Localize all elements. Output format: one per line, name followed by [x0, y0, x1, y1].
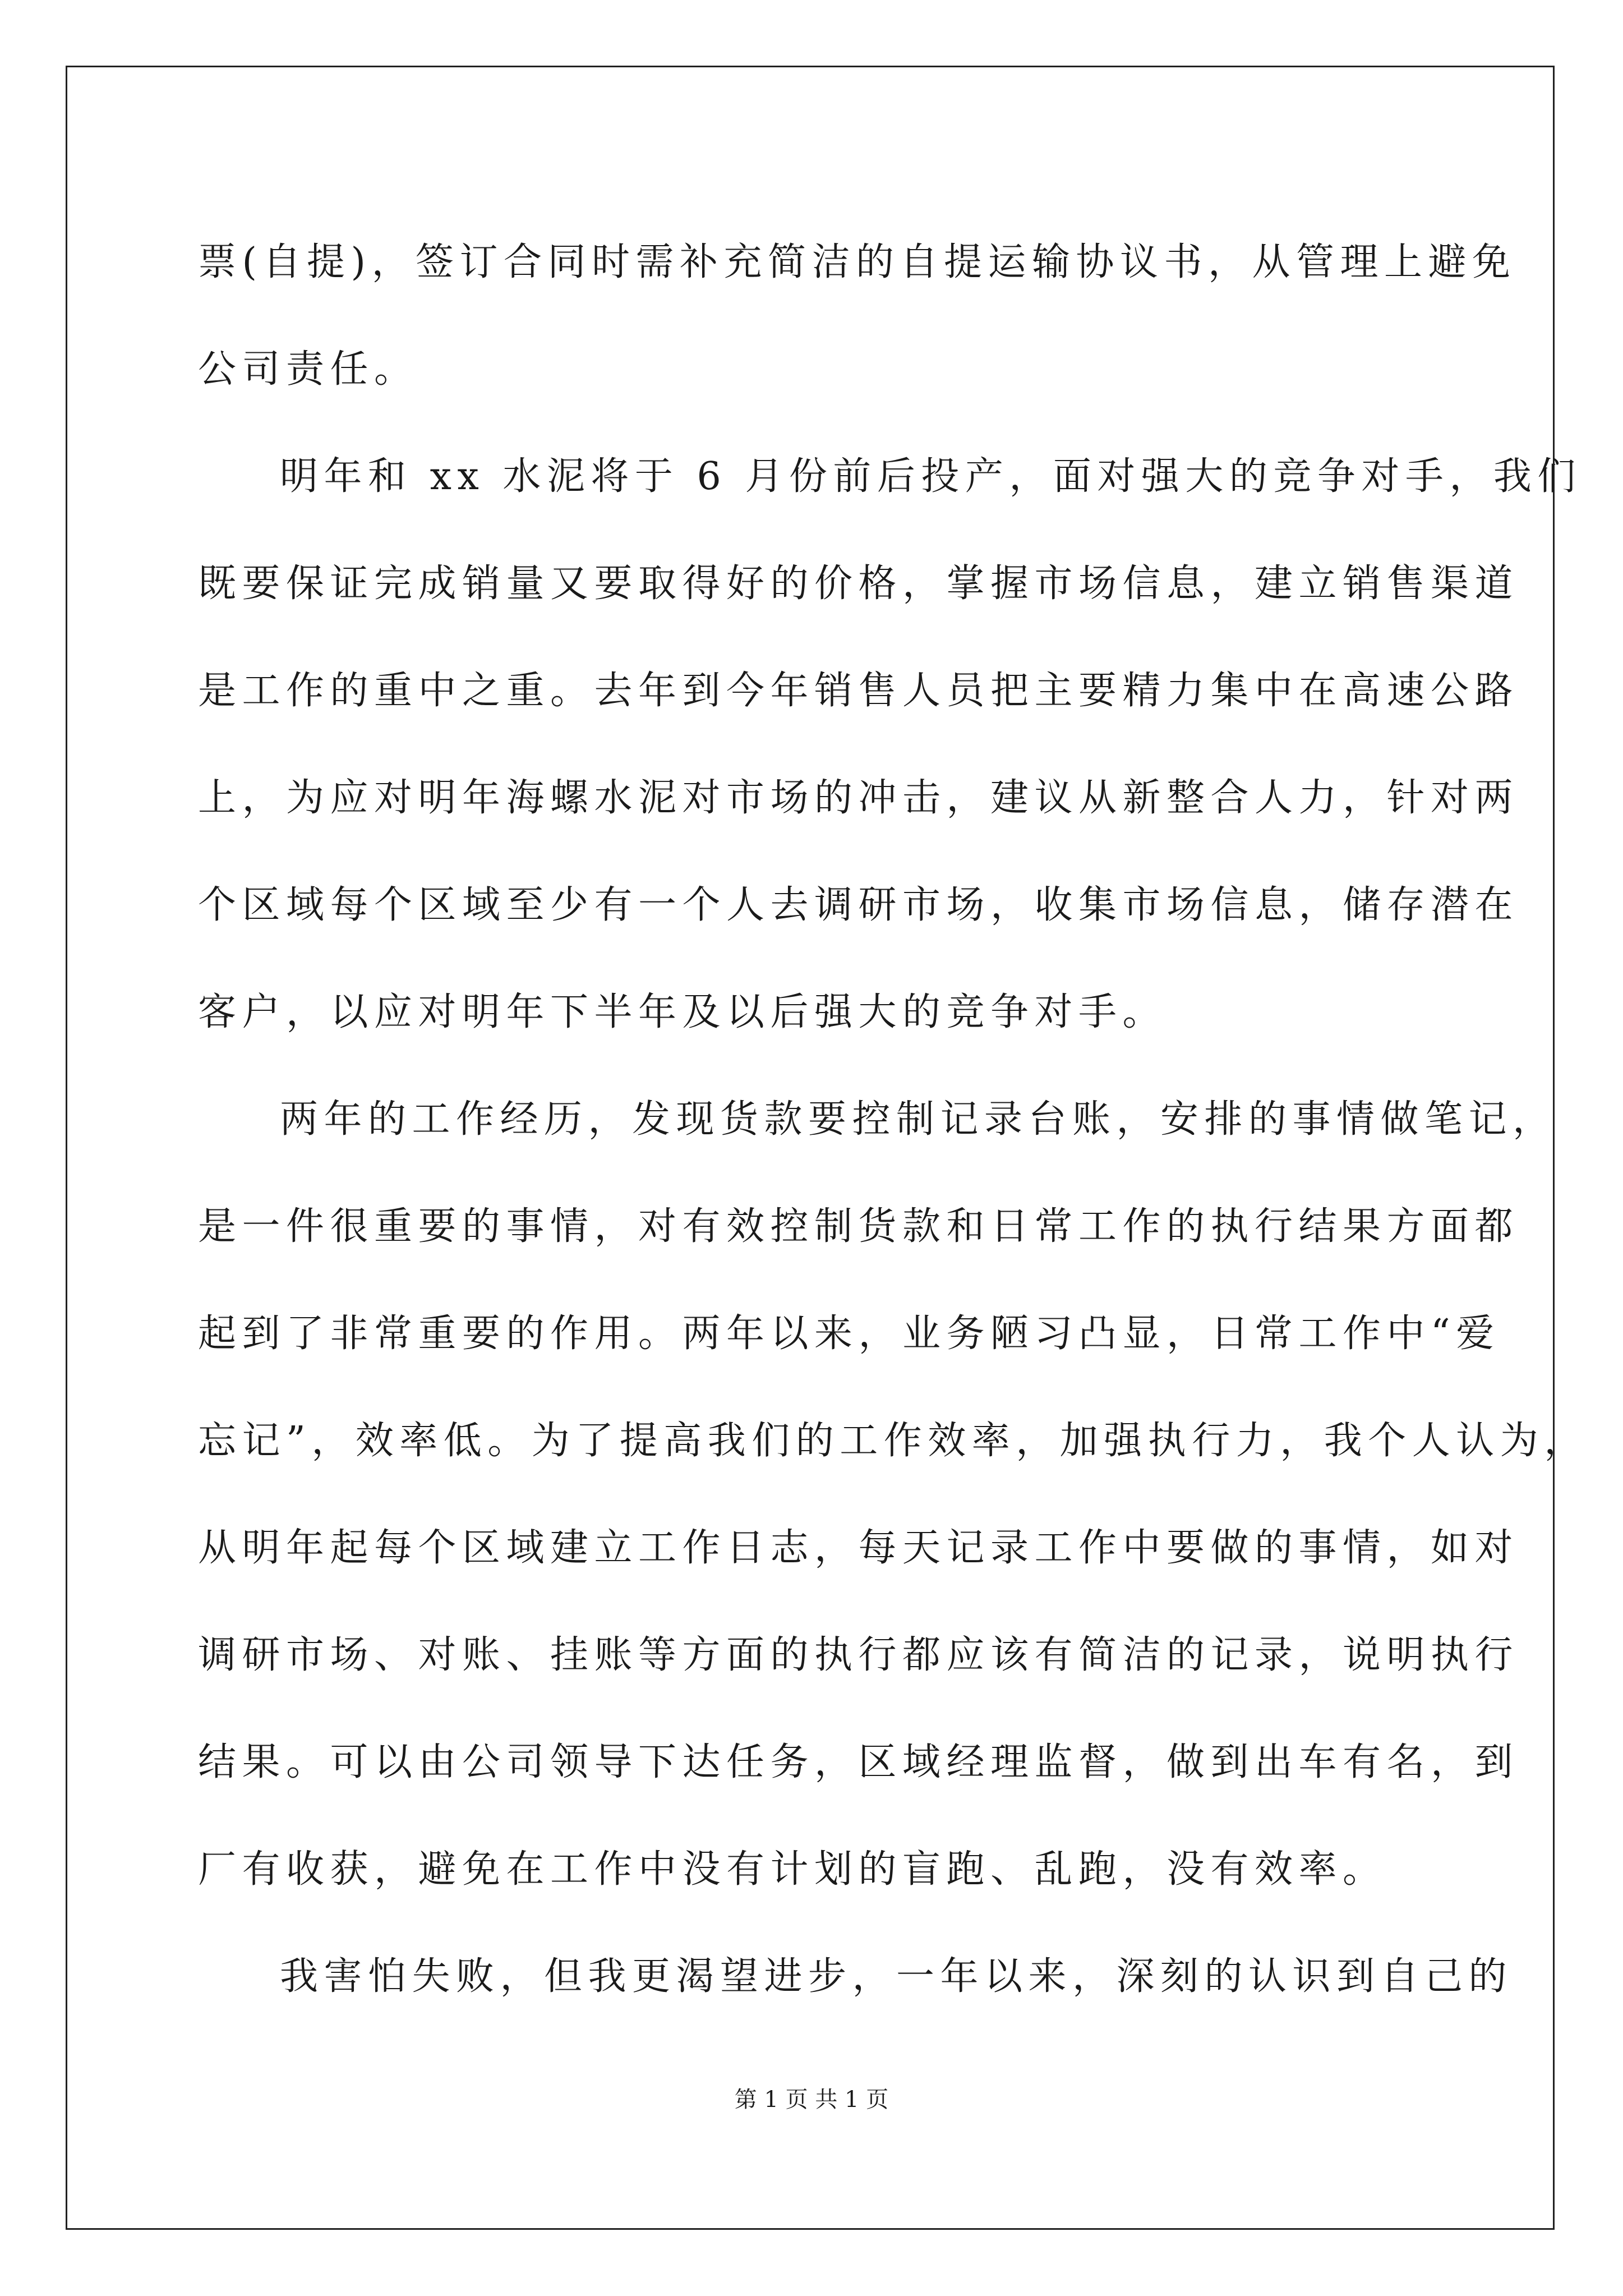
text-line-17: 我害怕失败，但我更渴望进步，一年以来，深刻的认识到自己的 [280, 1954, 1513, 1999]
text-line-4: 既要保证完成销量又要取得好的价格，掌握市场信息，建立销售渠道 [198, 562, 1519, 606]
text-line-2: 公司责任。 [198, 347, 418, 392]
text-line-13: 从明年起每个区域建立工作日志，每天记录工作中要做的事情，如对 [198, 1526, 1519, 1570]
page-footer: 第 1 页 共 1 页 [734, 2087, 889, 2113]
text-line-14: 调研市场、对账、挂账等方面的执行都应该有简洁的记录，说明执行 [198, 1633, 1519, 1677]
text-line-6: 上，为应对明年海螺水泥对市场的冲击，建议从新整合人力，针对两 [198, 776, 1519, 820]
text-line-7: 个区域每个区域至少有一个人去调研市场，收集市场信息，储存潜在 [198, 883, 1519, 927]
text-line-8: 客户，以应对明年下半年及以后强大的竞争对手。 [198, 990, 1167, 1034]
text-line-1: 票(自提)，签订合同时需补充简洁的自提运输协议书，从管理上避免 [198, 240, 1516, 284]
document-body [198, 209, 1588, 2030]
text-line-10: 是一件很重要的事情，对有效控制货款和日常工作的执行结果方面都 [198, 1204, 1519, 1249]
text-line-5: 是工作的重中之重。去年到今年销售人员把主要精力集中在高速公路 [198, 669, 1519, 713]
text-line-15: 结果。可以由公司领导下达任务，区域经理监督，做到出车有名，到 [198, 1740, 1519, 1784]
text-line-9: 两年的工作经历，发现货款要控制记录台账，安排的事情做笔记， [280, 1097, 1557, 1142]
text-line-11: 起到了非常重要的作用。两年以来，业务陋习凸显，日常工作中“爱 [198, 1312, 1500, 1356]
text-line-3: 明年和 xx 水泥将于 6 月份前后投产，面对强大的竞争对手，我们 [280, 454, 1581, 499]
text-line-12: 忘记”，效率低。为了提高我们的工作效率，加强执行力，我个人认为， [198, 1419, 1588, 1463]
text-line-16: 厂有收获，避免在工作中没有计划的盲跑、乱跑，没有效率。 [198, 1847, 1387, 1892]
